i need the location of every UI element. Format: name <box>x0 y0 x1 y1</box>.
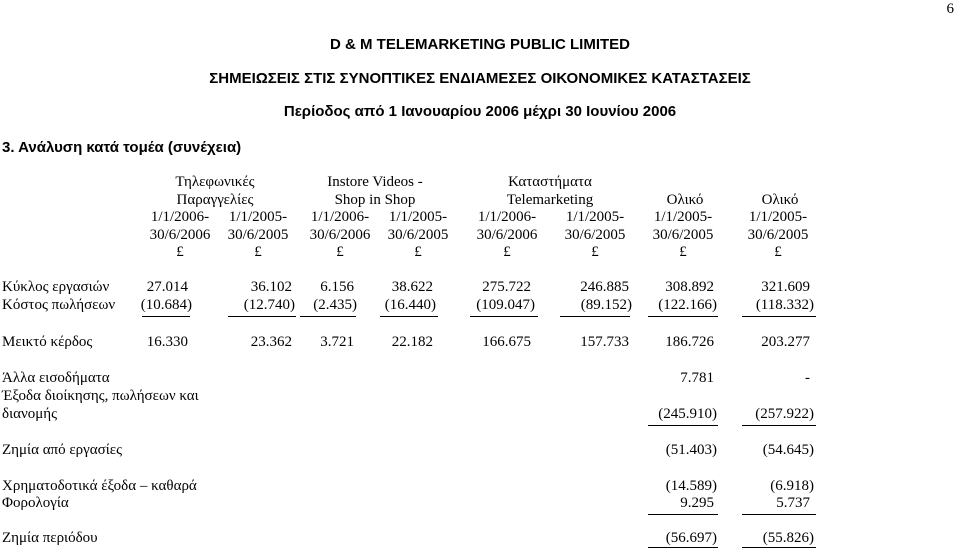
gross-profit-label: Μεικτό κέρδος <box>2 334 93 350</box>
company-name: D & M TELEMARKETING PUBLIC LIMITED <box>330 36 630 53</box>
col7-currency: £ <box>679 244 687 260</box>
segment-total-a: Ολικό <box>666 192 704 208</box>
admin-expenses-label-line2: διανομής <box>2 406 58 422</box>
segment-telephone-line2: Παραγγελίες <box>176 192 254 208</box>
turnover-c5: 275.722 <box>482 279 531 295</box>
col6-currency: £ <box>591 244 599 260</box>
cost-of-sales-c4: (16.440) <box>384 297 436 313</box>
col1-period-to: 30/6/2006 <box>149 227 211 243</box>
subtotal-line-c7 <box>648 316 718 317</box>
total-line-c7 <box>648 547 718 548</box>
col3-currency: £ <box>336 244 344 260</box>
cost-of-sales-c3: (2.435) <box>313 297 357 313</box>
net-line-c8 <box>742 514 816 515</box>
segment-stores-line2: Telemarketing <box>506 192 594 208</box>
segment-stores-line1: Καταστήματα <box>508 174 592 190</box>
turnover-c8: 321.609 <box>761 279 810 295</box>
col8-period-to: 30/6/2005 <box>747 227 809 243</box>
period-loss-label: Ζημία περιόδου <box>2 530 98 546</box>
gross-profit-c8: 203.277 <box>761 334 810 350</box>
tax-c8: 5.737 <box>776 495 810 511</box>
col7-period-from: 1/1/2005- <box>653 209 713 225</box>
subtotal-line-c6 <box>560 316 630 317</box>
turnover-c7: 308.892 <box>665 279 714 295</box>
turnover-c3: 6.156 <box>320 279 354 295</box>
cost-of-sales-c5: (109.047) <box>476 297 535 313</box>
cost-of-sales-c8: (118.332) <box>755 297 814 313</box>
col8-period-from: 1/1/2005- <box>748 209 808 225</box>
admin-expenses-c7: (245.910) <box>658 406 717 422</box>
subtotal-line-c2 <box>228 316 296 317</box>
gross-profit-c4: 22.182 <box>391 334 433 350</box>
net-line-c7 <box>648 514 718 515</box>
gross-profit-c1: 16.330 <box>146 334 188 350</box>
col4-currency: £ <box>414 244 422 260</box>
segment-total-b: Ολικό <box>761 192 799 208</box>
col3-period-to: 30/6/2006 <box>309 227 371 243</box>
report-period: Περίοδος από 1 Ιανουαρίου 2006 μέχρι 30 Ιουνίου 2006 <box>283 103 677 120</box>
col3-period-from: 1/1/2006- <box>310 209 370 225</box>
col5-period-to: 30/6/2006 <box>476 227 538 243</box>
turnover-c4: 38.622 <box>391 279 433 295</box>
operating-loss-label: Ζημία από εργασίες <box>2 442 123 458</box>
turnover-c1: 27.014 <box>146 279 188 295</box>
segment-instore-line1: Instore Videos - <box>327 174 423 190</box>
subtotal-line-c3 <box>300 316 356 317</box>
segment-instore-line2: Shop in Shop <box>334 192 416 208</box>
admin-expenses-c8: (257.922) <box>755 406 814 422</box>
finance-costs-c7: (14.589) <box>665 478 717 494</box>
period-loss-c8: (55.826) <box>762 530 814 546</box>
gross-profit-c2: 23.362 <box>250 334 292 350</box>
col6-period-to: 30/6/2005 <box>564 227 626 243</box>
gross-profit-c3: 3.721 <box>320 334 354 350</box>
tax-label: Φορολογία <box>2 495 69 511</box>
report-title: ΣΗΜΕΙΩΣΕΙΣ ΣΤΙΣ ΣΥΝΟΠΤΙΚΕΣ ΕΝΔΙΑΜΕΣΕΣ ΟΙΚΟΝΟΜΙΚΕΣ ΚΑΤΑΣΤΑΣΕΙΣ <box>209 70 751 87</box>
col8-currency: £ <box>774 244 782 260</box>
turnover-c2: 36.102 <box>250 279 292 295</box>
col4-period-from: 1/1/2005- <box>388 209 448 225</box>
other-income-label: Άλλα εισοδήματα <box>2 370 110 386</box>
gross-profit-c6: 157.733 <box>580 334 629 350</box>
subtotal-line-c4 <box>380 316 438 317</box>
col6-period-from: 1/1/2005- <box>565 209 625 225</box>
col1-period-from: 1/1/2006- <box>150 209 210 225</box>
turnover-label: Κύκλος εργασιών <box>2 279 110 295</box>
col5-currency: £ <box>503 244 511 260</box>
gross-profit-c5: 166.675 <box>482 334 531 350</box>
operating-line-c7 <box>648 425 718 426</box>
subtotal-line-c1 <box>142 316 190 317</box>
finance-costs-label: Χρηματοδοτικά έξοδα – καθαρά <box>2 478 197 494</box>
total-line-c8 <box>742 547 816 548</box>
cost-of-sales-c7: (122.166) <box>658 297 717 313</box>
cost-of-sales-c2: (12.740) <box>243 297 295 313</box>
operating-loss-c8: (54.645) <box>762 442 814 458</box>
other-income-c7: 7.781 <box>680 370 714 386</box>
finance-costs-c8: (6.918) <box>770 478 814 494</box>
page-number: 6 <box>946 1 954 17</box>
cost-of-sales-c6: (89.152) <box>580 297 632 313</box>
segment-telephone-line1: Τηλεφωνικές <box>175 174 255 190</box>
cost-of-sales-c1: (10.684) <box>140 297 192 313</box>
subtotal-line-c5 <box>470 316 538 317</box>
tax-c7: 9.295 <box>680 495 714 511</box>
subtotal-line-c8 <box>742 316 816 317</box>
other-income-c8: - <box>805 370 810 386</box>
gross-profit-c7: 186.726 <box>665 334 714 350</box>
operating-line-c8 <box>742 425 816 426</box>
section-title: 3. Ανάλυση κατά τομέα (συνέχεια) <box>2 139 242 156</box>
admin-expenses-label-line1: Έξοδα διοίκησης, πωλήσεων και <box>2 388 199 404</box>
col4-period-to: 30/6/2005 <box>387 227 449 243</box>
col7-period-to: 30/6/2005 <box>652 227 714 243</box>
turnover-c6: 246.885 <box>580 279 629 295</box>
col2-period-to: 30/6/2005 <box>227 227 289 243</box>
col2-period-from: 1/1/2005- <box>228 209 288 225</box>
col2-currency: £ <box>254 244 262 260</box>
operating-loss-c7: (51.403) <box>665 442 717 458</box>
period-loss-c7: (56.697) <box>665 530 717 546</box>
col5-period-from: 1/1/2006- <box>477 209 537 225</box>
cost-of-sales-label: Κόστος πωλήσεων <box>2 297 116 313</box>
col1-currency: £ <box>176 244 184 260</box>
